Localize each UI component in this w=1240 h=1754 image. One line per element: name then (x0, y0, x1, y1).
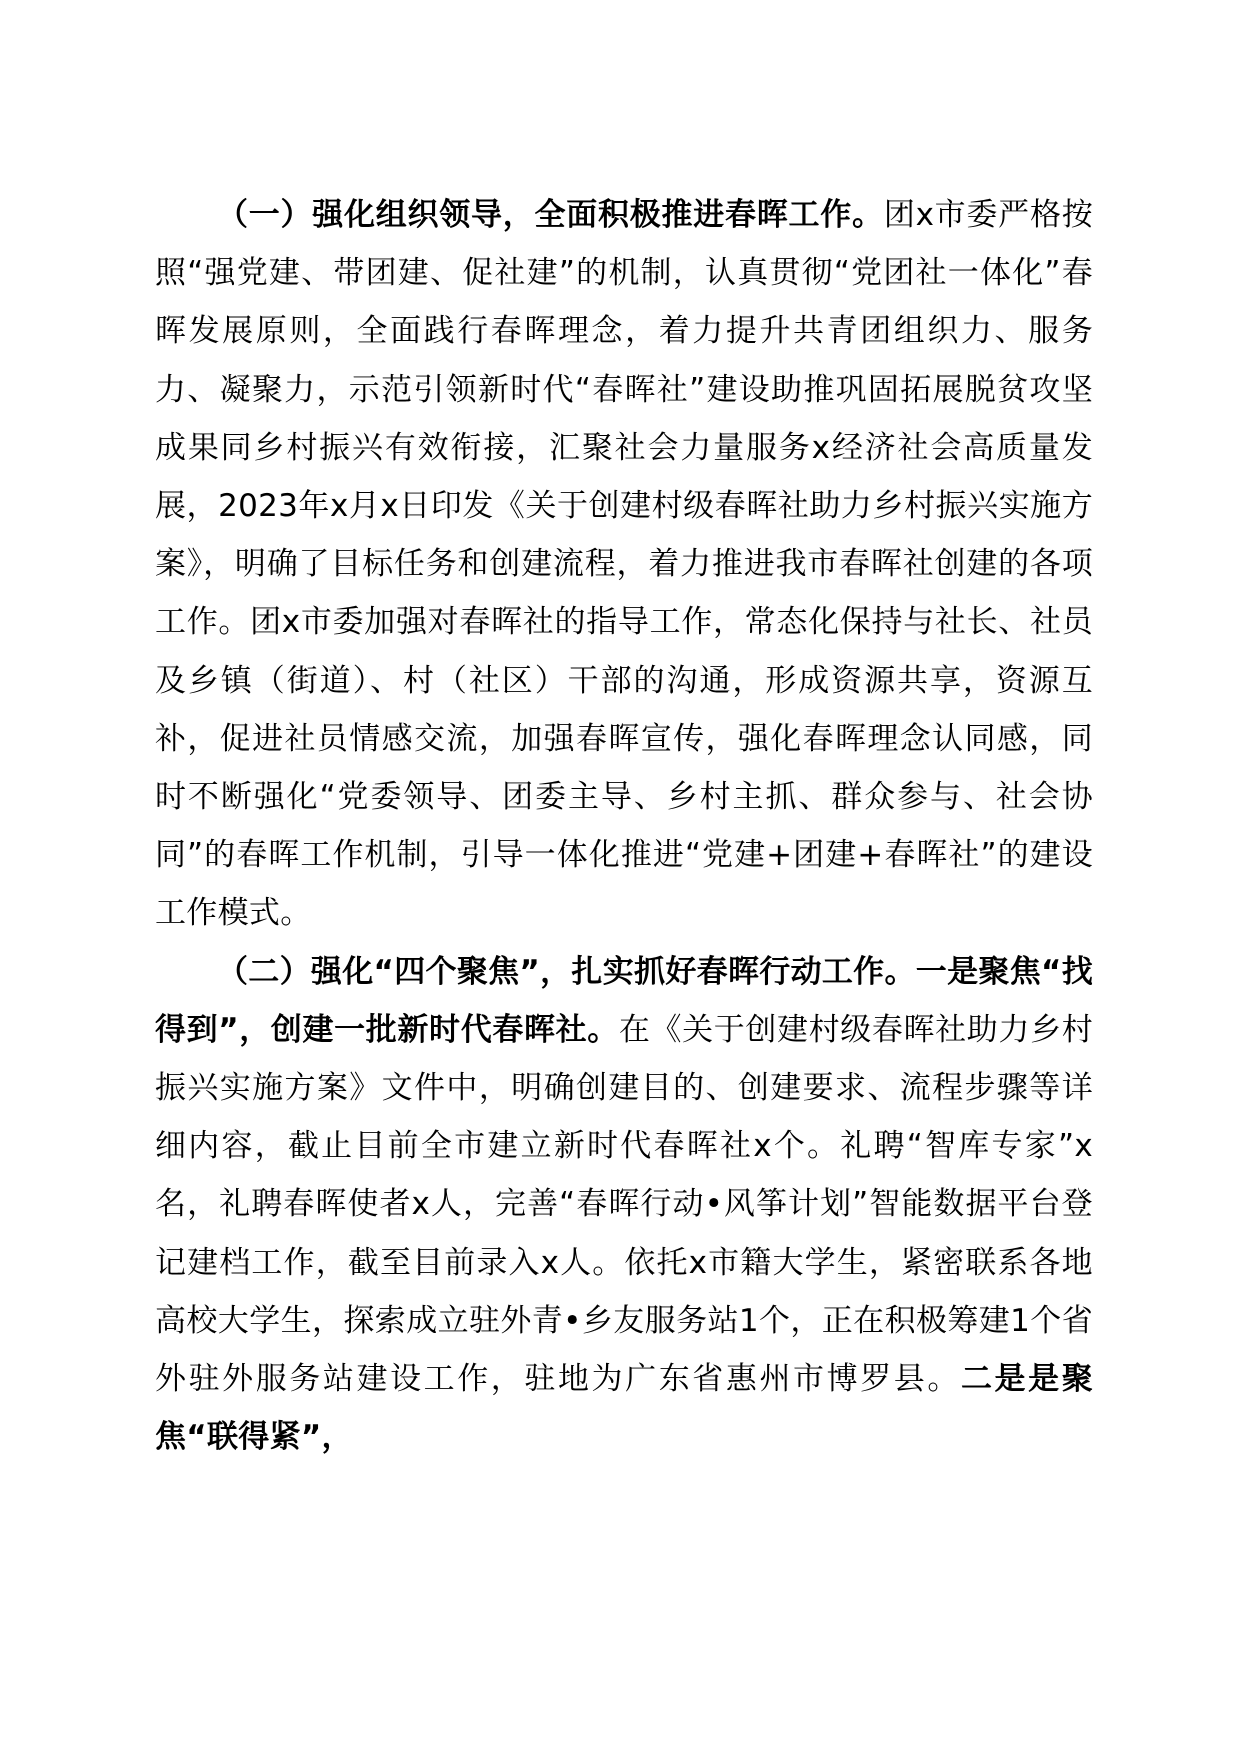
document-body (155, 186, 1093, 1466)
paragraph-1 (155, 186, 1093, 943)
paragraph-2-heading: （二）强化“四个聚焦”，扎实抓好春晖行动工作。一是聚焦“找得到”，创建一批新时代春晖社。 (155, 953, 1093, 1048)
paragraph-2 (155, 943, 1093, 1467)
paragraph-1-text: 团x市委严格按照“强党建、带团建、促社建”的机制，认真贯彻“党团社一体化”春晖发展原则，全面践行春晖理念，着力提升共青团组织力、服务力、凝聚力，示范引领新时代“春晖社”建设助推巩固拓展脱贫攻坚成果同乡村振兴有效衔接，汇聚社会力量服务x经济社会高质量发展，2023年x月x日印发《关于创建村级春晖社助力乡村振兴实施方案》，明确了目标任务和创建流程，着力推进我市春晖社创建的各项工作。团x市委加强对春晖社的指导工作，常态化保持与社长、社员及乡镇（街道）、村（社区）干部的沟通，形成资源共享，资源互补，促进社员情感交流，加强春晖宣传，强化春晖理念认同感，同时不断强化“党委领导、团委主导、乡村主抓、群众参与、社会协同”的春晖工作机制，引导一体化推进“党建+团建+春晖社”的建设工作模式。 (155, 197, 1093, 932)
paragraph-2-tail: 二是是聚焦“联得紧”， (155, 1361, 1093, 1456)
paragraph-1-heading: （一）强化组织领导，全面积极推进春晖工作。 (217, 197, 884, 233)
paragraph-2-text: 在《关于创建村级春晖社助力乡村振兴实施方案》文件中，明确创建目的、创建要求、流程步骤等详细内容，截止目前全市建立新时代春晖社x个。礼聘“智库专家”x名，礼聘春晖使者x人，完善“春晖行动•风筝计划”智能数据平台登记建档工作，截至目前录入x人。依托x市籍大学生，紧密联系各地高校大学生，探索成立驻外青•乡友服务站1个，正在积极筹建1个省外驻外服务站建设工作，驻地为广东省惠州市博罗县。 (155, 1011, 1094, 1398)
